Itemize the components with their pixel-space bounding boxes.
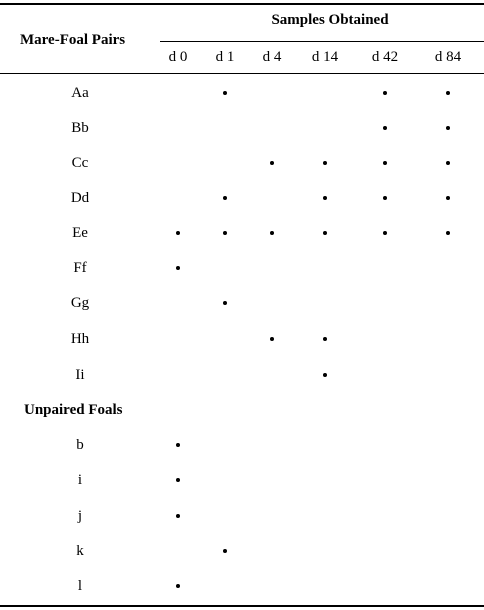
sample-dot xyxy=(223,549,227,553)
unpaired-row-label: b xyxy=(76,437,84,453)
sample-dot xyxy=(270,337,274,341)
paired-row-label: Ii xyxy=(75,367,85,383)
paired-row-label: Aa xyxy=(71,85,89,101)
sample-dot xyxy=(323,161,327,165)
sample-dot xyxy=(270,161,274,165)
sample-dot xyxy=(383,196,387,200)
column-header-d1: d 1 xyxy=(215,49,235,65)
sample-dot xyxy=(223,196,227,200)
unpaired-row-label: l xyxy=(77,578,83,594)
sample-dot xyxy=(176,443,180,447)
header-bottom-rule xyxy=(0,73,484,74)
unpaired-row-label: k xyxy=(76,543,84,559)
sample-dot xyxy=(323,231,327,235)
column-header-d84: d 84 xyxy=(434,49,462,65)
sample-dot xyxy=(270,231,274,235)
unpaired-row-label: i xyxy=(77,472,83,488)
samples-span-rule xyxy=(160,41,484,42)
sample-dot xyxy=(446,126,450,130)
paired-row-label: Dd xyxy=(70,190,90,206)
paired-row-label: Hh xyxy=(70,331,90,347)
table-top-rule xyxy=(0,3,484,5)
column-header-d42: d 42 xyxy=(371,49,399,65)
column-header-d14: d 14 xyxy=(311,49,339,65)
samples-header: Samples Obtained xyxy=(271,12,389,28)
group-header: Mare-Foal Pairs xyxy=(20,32,126,48)
sample-dot xyxy=(446,161,450,165)
paired-row-label: Ff xyxy=(73,260,87,276)
sample-dot xyxy=(383,161,387,165)
sample-dot xyxy=(176,478,180,482)
sample-dot xyxy=(176,266,180,270)
paired-row-label: Bb xyxy=(71,120,89,136)
paired-row-label: Gg xyxy=(70,295,90,311)
sample-dot xyxy=(176,584,180,588)
sample-dot xyxy=(323,337,327,341)
column-header-d0: d 0 xyxy=(168,49,188,65)
sample-dot xyxy=(446,91,450,95)
sample-dot xyxy=(383,231,387,235)
column-header-d4: d 4 xyxy=(262,49,282,65)
sample-dot xyxy=(446,196,450,200)
sample-dot xyxy=(223,301,227,305)
sample-dot xyxy=(383,91,387,95)
sample-dot xyxy=(223,91,227,95)
sample-dot xyxy=(323,196,327,200)
paired-row-label: Cc xyxy=(71,155,89,171)
paired-row-label: Ee xyxy=(72,225,88,241)
sample-dot xyxy=(223,231,227,235)
sample-dot xyxy=(323,373,327,377)
unpaired-row-label: j xyxy=(77,508,83,524)
sample-dot xyxy=(446,231,450,235)
table-bottom-rule xyxy=(0,605,484,607)
sample-dot xyxy=(176,514,180,518)
unpaired-section-label: Unpaired Foals xyxy=(24,402,123,418)
sample-dot xyxy=(383,126,387,130)
sample-dot xyxy=(176,231,180,235)
